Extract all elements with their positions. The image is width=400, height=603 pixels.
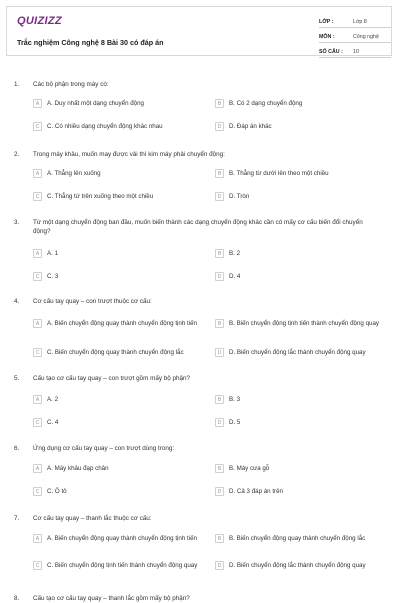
option-letter: B [215, 395, 224, 404]
option-text: B. Có 2 dạng chuyển động [229, 99, 303, 107]
option-a[interactable] [33, 395, 208, 404]
option-letter: C [33, 348, 42, 357]
question-text: Cấu tạo cơ cấu tay quay – con trượt gồm mấy bộ phận? [33, 375, 191, 382]
question-number: 3. [14, 219, 20, 226]
option-b[interactable] [215, 395, 390, 404]
worksheet-header [6, 6, 392, 56]
option-text: B. Biến chuyển động quay thành chuyển động lắc [229, 534, 366, 542]
meta-key: LỚP : [319, 19, 334, 25]
option-text: D. Cả 3 đáp án trên [229, 487, 284, 495]
option-text: C. Thẳng từ trên xuống theo một chiều [47, 192, 154, 200]
option-text: A. Biến chuyển động quay thành chuyển động tịnh tiến [47, 534, 197, 542]
option-letter: C [33, 487, 42, 496]
option-a[interactable] [33, 169, 208, 178]
option-b[interactable] [215, 319, 390, 328]
option-text: C. Ô tô [47, 487, 67, 495]
question-number: 7. [14, 515, 20, 522]
option-letter: A [33, 319, 42, 328]
meta-row-count [319, 43, 391, 58]
option-text: A. Thẳng lên xuống [47, 169, 101, 177]
option-text: C. Biến chuyển động quay thành chuyển động lắc [47, 348, 184, 356]
option-c[interactable] [33, 192, 208, 201]
question-text: Cơ cấu tay quay – thanh lắc thuộc cơ cấu: [33, 515, 152, 522]
option-text: C. 3 [47, 272, 59, 280]
option-text: A. Biến chuyển động quay thành chuyển động tịnh tiến [47, 319, 197, 327]
option-a[interactable] [33, 319, 208, 328]
option-letter: A [33, 534, 42, 543]
quizizz-logo: QUIZIZZ [17, 15, 62, 27]
option-c[interactable] [33, 272, 208, 281]
option-letter: D [215, 418, 224, 427]
option-text: D. Biến chuyển động lắc thành chuyển động quay [229, 348, 366, 356]
option-b[interactable] [215, 99, 390, 108]
option-letter: D [215, 122, 224, 131]
option-letter: B [215, 464, 224, 473]
meta-table [319, 13, 391, 58]
option-a[interactable] [33, 249, 208, 258]
option-text: D. Tròn [229, 192, 250, 200]
option-text: C. Biến chuyển động tịnh tiến thành chuyển động quay [47, 561, 198, 569]
meta-row-subject [319, 28, 391, 43]
meta-value: Lớp 8 [353, 19, 367, 25]
option-d[interactable] [215, 272, 390, 281]
meta-key: SỐ CÂU : [319, 49, 343, 55]
option-letter: B [215, 249, 224, 258]
option-c[interactable] [33, 487, 208, 496]
option-c[interactable] [33, 418, 208, 427]
option-text: B. 2 [229, 249, 241, 257]
option-text: A. Duy nhất một dạng chuyển động [47, 99, 145, 107]
option-letter: A [33, 395, 42, 404]
question-text: Ứng dụng cơ cấu tay quay – con trượt dùng trong: [33, 445, 175, 452]
option-a[interactable] [33, 464, 208, 473]
option-b[interactable] [215, 249, 390, 258]
option-letter: A [33, 169, 42, 178]
option-letter: D [215, 192, 224, 201]
option-letter: A [33, 249, 42, 258]
option-text: C. Có nhiều dạng chuyển động khác nhau [47, 122, 163, 130]
option-text: A. Máy khâu đạp chân [47, 464, 109, 472]
question-number: 1. [14, 81, 20, 88]
option-c[interactable] [33, 561, 208, 570]
option-letter: C [33, 418, 42, 427]
option-letter: D [215, 561, 224, 570]
option-letter: B [215, 99, 224, 108]
option-text: B. 3 [229, 395, 241, 403]
option-d[interactable] [215, 122, 390, 131]
option-b[interactable] [215, 534, 390, 543]
meta-row-class [319, 13, 391, 28]
option-letter: C [33, 192, 42, 201]
option-text: D. 4 [229, 272, 241, 280]
option-letter: D [215, 272, 224, 281]
meta-value: Công nghệ [353, 34, 379, 40]
option-letter: C [33, 272, 42, 281]
option-text: B. Biến chuyển động tịnh tiến thành chuyển động quay [229, 319, 379, 327]
meta-value: 10 [353, 49, 359, 55]
option-text: A. 2 [47, 395, 59, 403]
option-text: B. Thẳng từ dưới lên theo một chiều [229, 169, 329, 177]
question-text: Các bộ phận trong máy có: [33, 81, 109, 88]
option-d[interactable] [215, 192, 390, 201]
option-c[interactable] [33, 348, 208, 357]
option-letter: B [215, 534, 224, 543]
question-text: Từ một dạng chuyển động ban đầu, muốn biến thành các dạng chuyển động khác cần có mấy cơ cấu biến đổi chuyển động? [33, 219, 363, 235]
question-text: Trong máy khâu, muốn may được vải thì kim máy phải chuyển động: [33, 151, 225, 158]
option-text: C. 4 [47, 418, 59, 426]
option-letter: B [215, 169, 224, 178]
question-text: Cấu tạo cơ cấu tay quay – thanh lắc gồm mấy bộ phận? [33, 595, 190, 602]
option-d[interactable] [215, 348, 390, 357]
question-number: 5. [14, 375, 20, 382]
option-text: D. Đáp án khác [229, 122, 272, 130]
option-letter: C [33, 122, 42, 131]
question-number: 6. [14, 445, 20, 452]
option-letter: D [215, 487, 224, 496]
option-b[interactable] [215, 169, 390, 178]
option-text: B. Máy cưa gỗ [229, 464, 270, 472]
option-text: D. 5 [229, 418, 241, 426]
option-letter: A [33, 99, 42, 108]
option-d[interactable] [215, 487, 390, 496]
option-d[interactable] [215, 561, 390, 570]
option-a[interactable] [33, 99, 208, 108]
question-number: 4. [14, 298, 20, 305]
option-d[interactable] [215, 418, 390, 427]
question-number: 8. [14, 595, 20, 602]
option-text: D. Biến chuyển động lắc thành chuyển động quay [229, 561, 366, 569]
option-text: A. 1 [47, 249, 59, 257]
question-text: Cơ cấu tay quay – con trượt thuộc cơ cấu: [33, 298, 152, 305]
option-letter: B [215, 319, 224, 328]
option-letter: A [33, 464, 42, 473]
question-number: 2. [14, 151, 20, 158]
option-b[interactable] [215, 464, 390, 473]
option-letter: D [215, 348, 224, 357]
option-letter: C [33, 561, 42, 570]
meta-key: MÔN : [319, 34, 335, 40]
document-title: Trắc nghiệm Công nghệ 8 Bài 30 có đáp án [17, 38, 164, 47]
option-a[interactable] [33, 534, 208, 543]
option-c[interactable] [33, 122, 208, 131]
